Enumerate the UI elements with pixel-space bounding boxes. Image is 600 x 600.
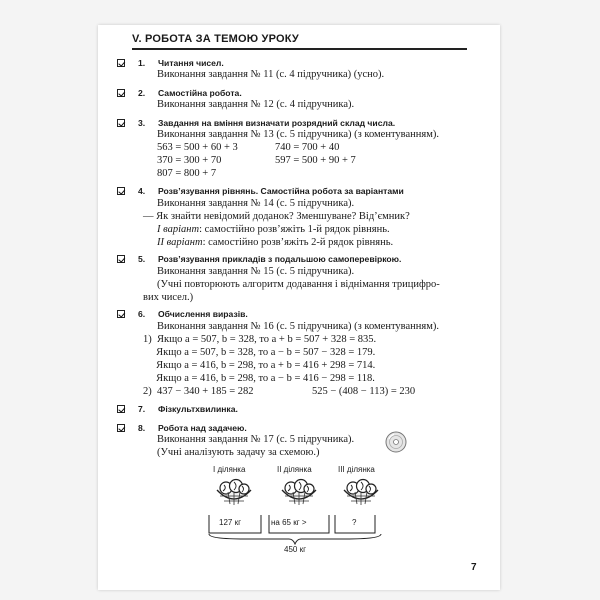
value-label: ? bbox=[352, 518, 357, 527]
calc-line: 525 − (408 − 113) = 230 bbox=[312, 386, 416, 397]
task-line: Виконання завдання № 16 (с. 5 підручника) (з коментуванням). bbox=[157, 321, 439, 332]
note-line: (Учні аналізують задачу за схемою.) bbox=[157, 447, 320, 458]
section-number: 3. bbox=[138, 118, 146, 128]
checkbox-icon bbox=[117, 89, 125, 97]
task-line: Виконання завдання № 12 (с. 4 підручника). bbox=[157, 99, 355, 110]
section-heading: V. РОБОТА ЗА ТЕМОЮ УРОКУ bbox=[132, 33, 299, 45]
vegetable-basket-icon bbox=[214, 478, 254, 508]
section-title: Розв’язування прикладів з подальшою самоперевіркою. bbox=[158, 254, 402, 264]
checkbox-icon bbox=[117, 405, 125, 413]
variant-text: : самостійно розв’яжіть 2-й рядок рівнянь. bbox=[202, 237, 394, 248]
disc-icon bbox=[385, 431, 407, 453]
variant-line bbox=[157, 224, 390, 235]
equation: 740 = 700 + 40 bbox=[275, 142, 340, 153]
section-number: 5. bbox=[138, 254, 146, 264]
task-line: Виконання завдання № 17 (с. 5 підручника). bbox=[157, 434, 355, 445]
task-line: Виконання завдання № 15 (с. 5 підручника). bbox=[157, 266, 355, 277]
plot-label: I ділянка bbox=[213, 465, 246, 474]
calc-line: Якщо a = 416, b = 298, то a + b = 416 + 298 = 714. bbox=[143, 360, 376, 371]
calc-line: 2) 437 − 340 + 185 = 282 bbox=[143, 386, 254, 397]
task-line: Виконання завдання № 11 (с. 4 підручника) (усно). bbox=[157, 69, 385, 80]
page-number: 7 bbox=[471, 562, 477, 573]
vegetable-basket-icon bbox=[279, 478, 319, 508]
note-line: (Учні повторюють алгоритм додавання і віднімання трицифро- bbox=[157, 279, 440, 290]
calc-line: 1) Якщо a = 507, b = 328, то a + b = 507 + 328 = 835. bbox=[143, 334, 377, 345]
section-number: 7. bbox=[138, 404, 146, 414]
section-title: Робота над задачею. bbox=[158, 423, 247, 433]
total-brace bbox=[205, 533, 385, 545]
calc-line: Якщо a = 416, b = 298, то a − b = 416 − 298 = 118. bbox=[143, 373, 375, 384]
variant-line bbox=[157, 237, 393, 248]
checkbox-icon bbox=[117, 119, 125, 127]
vegetable-basket-icon bbox=[341, 478, 381, 508]
section-number: 1. bbox=[138, 58, 146, 68]
plot-label: III ділянка bbox=[338, 465, 375, 474]
task-line: Виконання завдання № 13 (с. 5 підручника) (з коментуванням). bbox=[157, 129, 439, 140]
variant-label: II варіант bbox=[157, 237, 203, 248]
section-number: 6. bbox=[138, 309, 146, 319]
checkbox-icon bbox=[117, 310, 125, 318]
checkbox-icon bbox=[117, 424, 125, 432]
checkbox-icon bbox=[117, 187, 125, 195]
variant-label: I варіант bbox=[157, 224, 200, 235]
checkbox-icon bbox=[117, 255, 125, 263]
value-label: на 65 кг > bbox=[271, 518, 307, 527]
checkbox-icon bbox=[117, 59, 125, 67]
calc-line: Якщо a = 507, b = 328, то a − b = 507 − 328 = 179. bbox=[143, 347, 376, 358]
variant-text: : самостійно розв’яжіть 1-й рядок рівнянь. bbox=[199, 224, 390, 235]
note-line: вих чисел.) bbox=[143, 292, 194, 303]
section-title: Фізкультхвилинка. bbox=[158, 404, 238, 414]
equation: 597 = 500 + 90 + 7 bbox=[275, 155, 356, 166]
value-label: 127 кг bbox=[219, 518, 241, 527]
section-number: 4. bbox=[138, 186, 146, 196]
heading-rule bbox=[132, 48, 467, 50]
equation: 563 = 500 + 60 + 3 bbox=[157, 142, 238, 153]
section-title: Розв’язування рівнянь. Самостійна робота за варіантами bbox=[158, 186, 404, 196]
total-label: 450 кг bbox=[284, 545, 306, 554]
equation: 370 = 300 + 70 bbox=[157, 155, 222, 166]
plot-label: II ділянка bbox=[277, 465, 312, 474]
question-line: — Як знайти невідомий доданок? Зменшуване? Від’ємник? bbox=[143, 211, 410, 222]
section-title: Читання чисел. bbox=[158, 58, 224, 68]
section-title: Завдання на вміння визначати розрядний склад числа. bbox=[158, 118, 396, 128]
section-number: 8. bbox=[138, 423, 146, 433]
section-number: 2. bbox=[138, 88, 146, 98]
equation: 807 = 800 + 7 bbox=[157, 168, 217, 179]
section-title: Обчислення виразів. bbox=[158, 309, 248, 319]
section-title: Самостійна робота. bbox=[158, 88, 242, 98]
task-line: Виконання завдання № 14 (с. 5 підручника). bbox=[157, 198, 355, 209]
